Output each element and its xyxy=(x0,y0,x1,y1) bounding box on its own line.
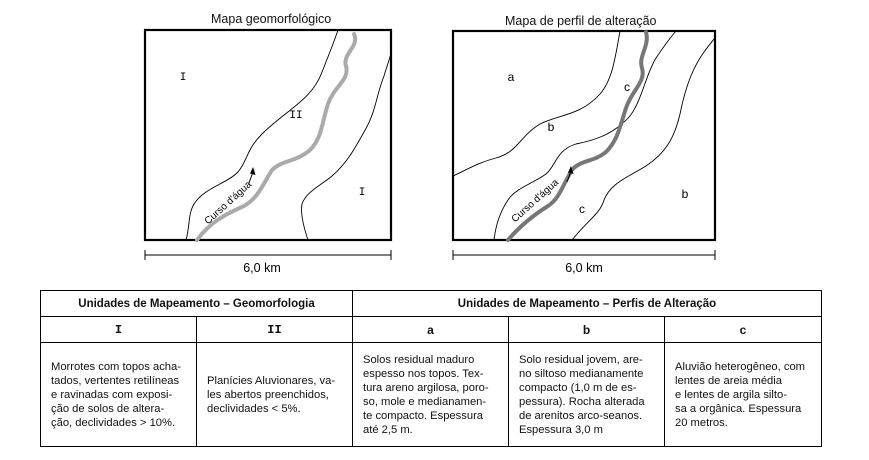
geomorph-scale-label: 6,0 km xyxy=(243,261,281,275)
geomorph-units-header: Unidades de Mapeamento – Geomorfologia xyxy=(41,291,353,317)
geomorph-map-title: Mapa geomorfológico xyxy=(211,12,332,26)
code-II: II xyxy=(197,317,353,343)
alteration-unit-b-right: b xyxy=(681,187,689,201)
code-I: I xyxy=(41,317,197,343)
alteration-unit-a: a xyxy=(507,70,515,84)
alteration-stream-label: Curso d'água xyxy=(509,177,561,226)
alteration-units-header: Unidades de Mapeamento – Perfis de Alteração xyxy=(353,291,822,317)
description-II: Planícies Aluvionares, va- les abertos preenchidos, declividades < 5%. xyxy=(197,343,353,447)
alteration-boundary-upper xyxy=(453,31,620,176)
description-I: Morrotes com topos acha- tados, vertentes retilíneas e ravinadas com exposi- ção de solos de altera- ção, declividades > 10%. xyxy=(41,343,197,447)
alteration-unit-b-upper: b xyxy=(547,120,555,134)
code-c: c xyxy=(665,317,822,343)
geomorph-unit-I-top: I xyxy=(179,72,187,84)
alteration-map-title: Mapa de perfil de alteração xyxy=(505,14,657,28)
legend-table xyxy=(40,290,822,447)
description-a: Solos residual maduro espesso nos topos. Tex- tura areno argilosa, poro- so, mole e medianamen- te compacto. Espessura até 2,5 m. xyxy=(353,343,509,447)
geomorph-stream-label: Curso d'água xyxy=(202,179,254,228)
alteration-unit-c-lower: c xyxy=(579,202,585,216)
description-c: Aluvião heterogêneo, com lentes de areia média e lentes de argila silto- sa a orgânica. Espessura 20 metros. xyxy=(665,343,822,447)
alteration-unit-c-upper: c xyxy=(624,80,630,94)
geomorph-unit-II: II xyxy=(289,110,303,122)
alteration-scale-label: 6,0 km xyxy=(565,261,603,275)
geomorph-unit-I-bottom: I xyxy=(358,187,366,199)
code-b: b xyxy=(509,317,665,343)
description-b: Solo residual jovem, are- no siltoso medianamente compacto (1,0 m de es- pessura). Rocha alterada de arenitos arco-seanos. Espessura 3,0 m xyxy=(509,343,665,447)
code-a: a xyxy=(353,317,509,343)
